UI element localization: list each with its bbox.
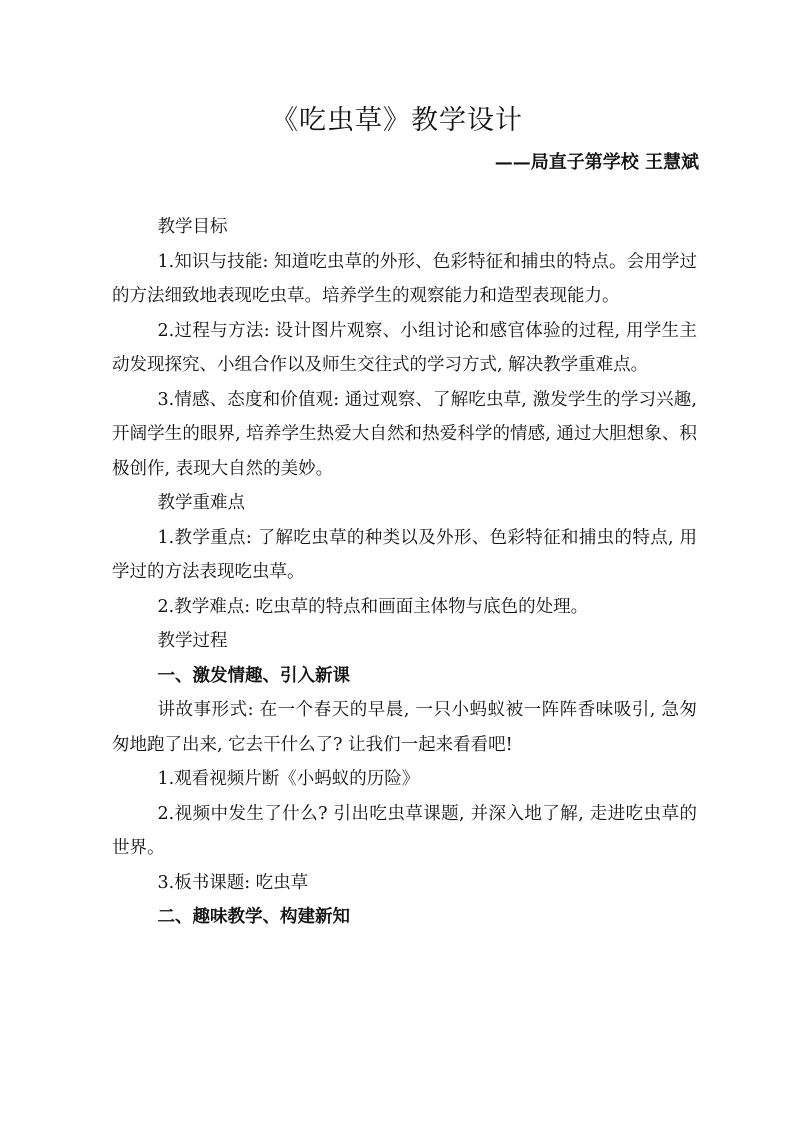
document-title: 《吃虫草》教学设计: [271, 105, 523, 136]
document-author: ——局直子第学校 王慧斌: [494, 152, 699, 173]
paragraph: 教学目标: [157, 217, 228, 237]
paragraph: 3.板书课题: 吃虫草: [157, 872, 309, 893]
paragraph: 讲故事形式: 在一个春天的早晨, 一只小蚂蚁被一阵阵香味吸引, 急匆匆地跑了出来, 它去干什么了? 让我们一起来看看吧!: [112, 700, 697, 755]
document-body: [112, 210, 697, 935]
paragraph: 1.教学重点: 了解吃虫草的种类以及外形、色彩特征和捕虫的特点, 用学过的方法表现吃虫草。: [112, 527, 697, 582]
paragraph: 2.视频中发生了什么? 引出吃虫草课题, 并深入地了解, 走进吃虫草的世界。: [112, 803, 697, 858]
paragraph: 2.过程与方法: 设计图片观察、小组讨论和感官体验的过程, 用学生主动发现探究、小组合作以及师生交往式的学习方式, 解决教学重难点。: [112, 320, 697, 375]
paragraph: 1.观看视频片断《小蚂蚁的历险》: [157, 769, 420, 789]
paragraph: 教学重难点: [157, 493, 245, 513]
paragraph: 1.知识与技能: 知道吃虫草的外形、色彩特征和捕虫的特点。会用学过的方法细致地表现吃虫草。培养学生的观察能力和造型表现能力。: [112, 251, 697, 306]
paragraph: 教学过程: [157, 631, 228, 651]
paragraph: 2.教学难点: 吃虫草的特点和画面主体物与底色的处理。: [157, 596, 589, 617]
section-heading: 一、激发情趣、引入新课: [157, 665, 350, 686]
section-heading: 二、趣味教学、构建新知: [157, 907, 350, 927]
paragraph: 3.情感、态度和价值观: 通过观察、了解吃虫草, 激发学生的学习兴趣, 开阔学生的眼界, 培养学生热爱大自然和热爱科学的情感, 通过大胆想象、积极创作, 表现大自然的美妙。: [112, 389, 697, 479]
